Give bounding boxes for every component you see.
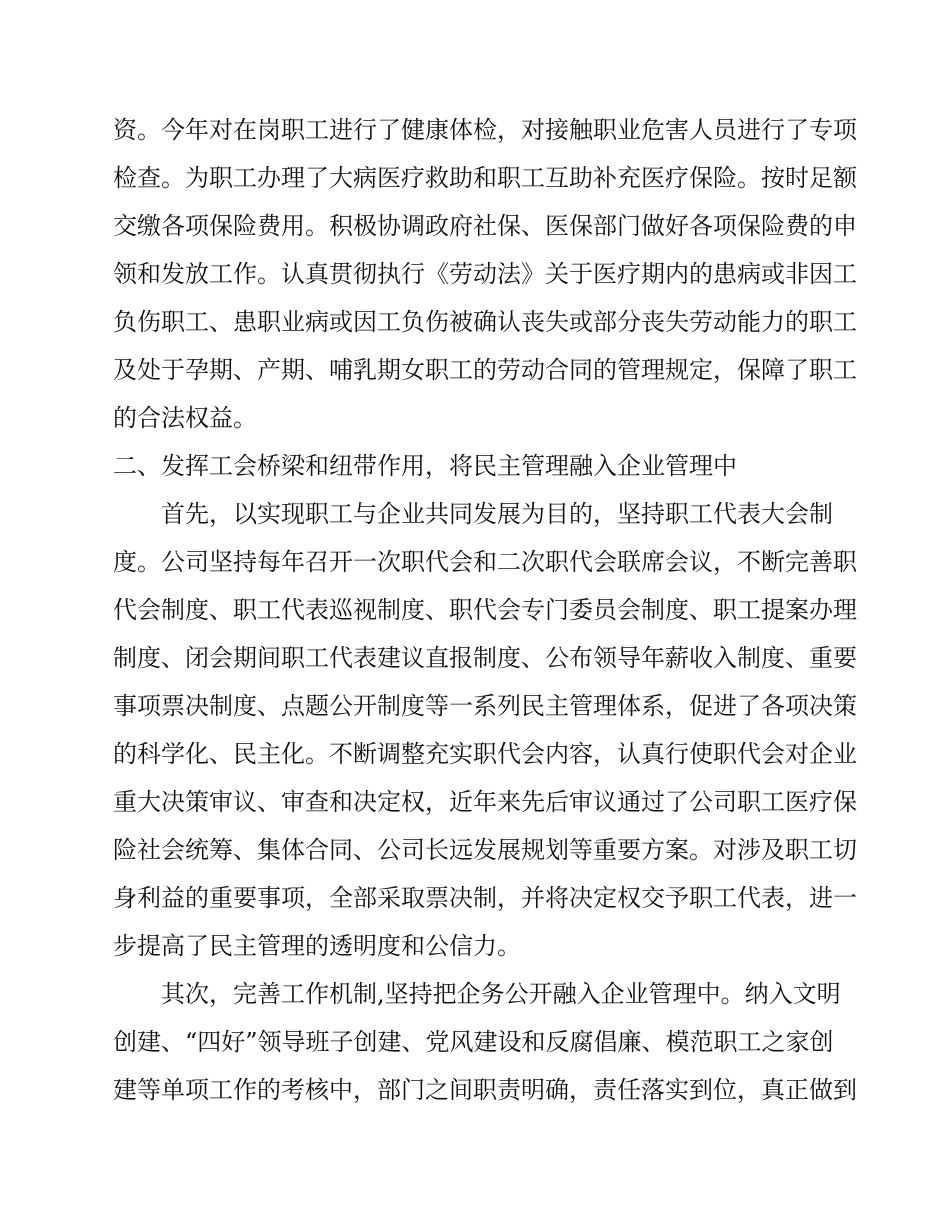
text-line: 检查。为职工办理了大病医疗救助和职工互助补充医疗保险。按时足额 (113, 164, 857, 192)
text-line: 制度、闭会期间职工代表建议直报制度、公布领导年薪收入制度、重要 (113, 644, 857, 672)
text-line: 建等单项工作的考核中，部门之间职责明确，责任落实到位，真正做到 (113, 1076, 857, 1104)
text-line: 创建、“四好”领导班子创建、党风建设和反腐倡廉、模范职工之家创 (113, 1028, 834, 1056)
text-line: 身利益的重要事项，全部采取票决制，并将决定权交予职工代表，进一 (113, 884, 857, 912)
text-line: 交缴各项保险费用。积极协调政府社保、医保部门做好各项保险费的申 (113, 212, 857, 240)
text-line: 及处于孕期、产期、哺乳期女职工的劳动合同的管理规定，保障了职工 (113, 356, 857, 384)
text-line: 度。公司坚持每年召开一次职代会和二次职代会联席会议，不断完善职 (113, 548, 857, 576)
section-heading: 二、发挥工会桥梁和纽带作用，将民主管理融入企业管理中 (113, 452, 737, 480)
text-line: 险社会统筹、集体合同、公司长远发展规划等重要方案。对涉及职工切 (113, 836, 857, 864)
paragraph-start-line: 其次，完善工作机制,坚持把企务公开融入企业管理中。纳入文明 (161, 980, 841, 1008)
text-line: 事项票决制度、点题公开制度等一系列民主管理体系，促进了各项决策 (113, 692, 857, 720)
text-line: 的科学化、民主化。不断调整充实职代会内容，认真行使职代会对企业 (113, 740, 857, 768)
text-line: 负伤职工、患职业病或因工负伤被确认丧失或部分丧失劳动能力的职工 (113, 308, 857, 336)
text-line: 领和发放工作。认真贯彻执行《劳动法》关于医疗期内的患病或非因工 (113, 260, 857, 288)
text-line: 代会制度、职工代表巡视制度、职代会专门委员会制度、职工提案办理 (113, 596, 857, 624)
text-line: 重大决策审议、审查和决定权，近年来先后审议通过了公司职工医疗保 (113, 788, 857, 816)
text-line: 资。今年对在岗职工进行了健康体检，对接触职业危害人员进行了专项 (113, 116, 857, 144)
text-line: 的合法权益。 (113, 404, 257, 432)
paragraph-start-line: 首先，以实现职工与企业共同发展为目的，坚持职工代表大会制 (161, 500, 833, 528)
text-line: 步提高了民主管理的透明度和公信力。 (113, 932, 521, 960)
